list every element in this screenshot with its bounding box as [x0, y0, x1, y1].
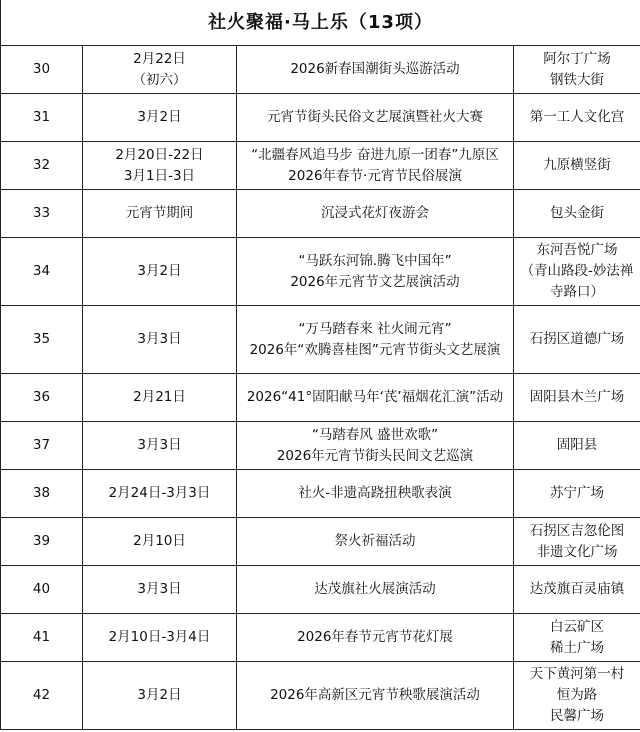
- row-date-cell-text: 3月3日: [137, 581, 182, 597]
- row-event-cell: [237, 46, 514, 94]
- row-number-cell: [1, 94, 83, 142]
- row-date-cell-text: 2月20日-22日 3月1日-3日: [115, 146, 204, 184]
- row-date-cell: [83, 142, 237, 190]
- row-event-cell: [237, 518, 514, 566]
- row-event-cell-text: “马跃东河锦.腾飞中国年” 2026年元宵节文艺展演活动: [290, 252, 460, 290]
- table-row: [1, 374, 640, 422]
- row-event-cell-text: “万马踏春来 社火闹元宵” 2026年“欢腾喜桂图”元宵节街头文艺展演: [249, 320, 501, 358]
- row-event-cell: [237, 470, 514, 518]
- title-row: [1, 0, 640, 46]
- row-place-cell: [514, 238, 640, 306]
- row-date-cell-text: 3月2日: [137, 109, 182, 125]
- row-date-cell: [83, 614, 237, 662]
- row-date-cell: [83, 46, 237, 94]
- row-number-cell: [1, 374, 83, 422]
- row-place-cell-text: 包头金街: [550, 205, 604, 221]
- row-date-cell-text: 2月24日-3月3日: [108, 485, 211, 501]
- row-place-cell: [514, 566, 640, 614]
- row-event-cell-text: 沉浸式花灯夜游会: [321, 205, 429, 221]
- row-place-cell-text: 达茂旗百灵庙镇: [529, 581, 625, 597]
- table-row: [1, 662, 640, 730]
- row-date-cell: [83, 94, 237, 142]
- row-date-cell: [83, 306, 237, 374]
- row-number-cell-text: 30: [32, 61, 51, 77]
- row-number-cell-text: 39: [32, 533, 51, 549]
- table-row: [1, 94, 640, 142]
- row-number-cell: [1, 142, 83, 190]
- row-event-cell: [237, 94, 514, 142]
- row-number-cell-text: 31: [32, 109, 51, 125]
- row-event-cell-text: 祭火祈福活动: [334, 533, 416, 549]
- table-title: 社火聚福·马上乐（13项）: [1, 0, 640, 46]
- row-event-cell-text: 2026“41°固阳献马年‘芪’福烟花汇演”活动: [246, 389, 504, 405]
- row-place-cell-text: 固阳县木兰广场: [529, 389, 625, 405]
- table-row: [1, 566, 640, 614]
- row-number-cell: [1, 190, 83, 238]
- row-date-cell-text: 2月22日 （初六）: [132, 50, 187, 88]
- table-row: [1, 422, 640, 470]
- row-place-cell-text: 天下黄河第一村 恒为路 民馨广场: [529, 666, 625, 724]
- row-number-cell-text: 37: [32, 437, 51, 453]
- row-number-cell: [1, 422, 83, 470]
- table-row: [1, 614, 640, 662]
- table-row: [1, 46, 640, 94]
- row-number-cell: [1, 470, 83, 518]
- row-date-cell: [83, 190, 237, 238]
- row-place-cell: [514, 142, 640, 190]
- row-place-cell-text: 石拐区吉忽伦图 非遗文化广场: [529, 522, 625, 560]
- row-event-cell: [237, 374, 514, 422]
- row-number-cell-text: 32: [32, 157, 51, 173]
- row-event-cell: [237, 142, 514, 190]
- row-event-cell-text: “马踏春风 盛世欢歌” 2026年元宵节街头民间文艺巡演: [276, 426, 474, 464]
- table-row: [1, 190, 640, 238]
- row-place-cell-text: 九原横竖街: [543, 157, 611, 173]
- row-event-cell: [237, 422, 514, 470]
- table-row: [1, 470, 640, 518]
- row-place-cell: [514, 46, 640, 94]
- row-place-cell-text: 东河吾悦广场 （青山路段-妙法禅 寺路口）: [520, 242, 634, 300]
- row-event-cell-text: 元宵节街头民俗文艺展演暨社火大赛: [267, 109, 483, 125]
- row-place-cell: [514, 470, 640, 518]
- row-date-cell-text: 3月2日: [137, 687, 182, 703]
- row-event-cell-text: 达茂旗社火展演活动: [314, 581, 436, 597]
- row-event-cell: [237, 566, 514, 614]
- row-place-cell: [514, 374, 640, 422]
- row-event-cell-text: “北疆春风追马步 奋进九原一团春”九原区 2026年春节·元宵节民俗展演: [251, 146, 499, 184]
- row-event-cell-text: 2026年春节元宵节花灯展: [297, 629, 453, 645]
- row-number-cell: [1, 518, 83, 566]
- row-number-cell-text: 34: [32, 263, 51, 279]
- row-number-cell-text: 40: [32, 581, 51, 597]
- row-event-cell-text: 2026年高新区元宵节秧歌展演活动: [270, 687, 480, 703]
- row-date-cell: [83, 374, 237, 422]
- row-date-cell: [83, 422, 237, 470]
- row-place-cell-text: 固阳县: [556, 437, 598, 453]
- table-row: [1, 142, 640, 190]
- row-place-cell-text: 石拐区道德广场: [529, 331, 625, 347]
- row-date-cell-text: 元宵节期间: [125, 205, 194, 221]
- row-place-cell: [514, 518, 640, 566]
- row-number-cell: [1, 614, 83, 662]
- row-date-cell: [83, 662, 237, 730]
- row-date-cell-text: 3月3日: [137, 331, 182, 347]
- row-date-cell-text: 3月2日: [137, 263, 182, 279]
- row-place-cell: [514, 306, 640, 374]
- row-date-cell-text: 3月3日: [137, 437, 182, 453]
- row-date-cell: [83, 518, 237, 566]
- table-row: [1, 238, 640, 306]
- row-place-cell-text: 白云矿区 稀土广场: [550, 618, 604, 656]
- row-place-cell: [514, 614, 640, 662]
- row-number-cell-text: 42: [32, 687, 51, 703]
- row-number-cell: [1, 566, 83, 614]
- row-number-cell-text: 36: [32, 389, 51, 405]
- row-date-cell: [83, 470, 237, 518]
- row-event-cell: [237, 238, 514, 306]
- row-number-cell-text: 38: [32, 485, 51, 501]
- row-place-cell: [514, 190, 640, 238]
- row-event-cell: [237, 662, 514, 730]
- row-date-cell-text: 2月10日: [133, 533, 186, 549]
- row-event-cell-text: 社火-非遗高跷扭秧歌表演: [298, 485, 452, 501]
- row-place-cell-text: 第一工人文化宫: [529, 109, 625, 125]
- row-place-cell-text: 苏宁广场: [550, 485, 604, 501]
- table-row: [1, 518, 640, 566]
- row-place-cell-text: 阿尔丁广场 钢铁大街: [543, 50, 611, 88]
- row-number-cell: [1, 306, 83, 374]
- row-date-cell-text: 2月21日: [133, 389, 186, 405]
- row-place-cell: [514, 94, 640, 142]
- row-event-cell: [237, 614, 514, 662]
- row-number-cell-text: 33: [32, 205, 51, 221]
- row-place-cell: [514, 422, 640, 470]
- row-number-cell: [1, 238, 83, 306]
- row-number-cell: [1, 662, 83, 730]
- row-date-cell-text: 2月10日-3月4日: [108, 629, 211, 645]
- row-place-cell: [514, 662, 640, 730]
- row-event-cell: [237, 190, 514, 238]
- row-event-cell-text: 2026新春国潮街头巡游活动: [290, 61, 460, 77]
- table-row: [1, 306, 640, 374]
- row-event-cell: [237, 306, 514, 374]
- row-date-cell: [83, 566, 237, 614]
- row-number-cell: [1, 46, 83, 94]
- row-date-cell: [83, 238, 237, 306]
- row-number-cell-text: 35: [32, 331, 51, 347]
- row-number-cell-text: 41: [32, 629, 51, 645]
